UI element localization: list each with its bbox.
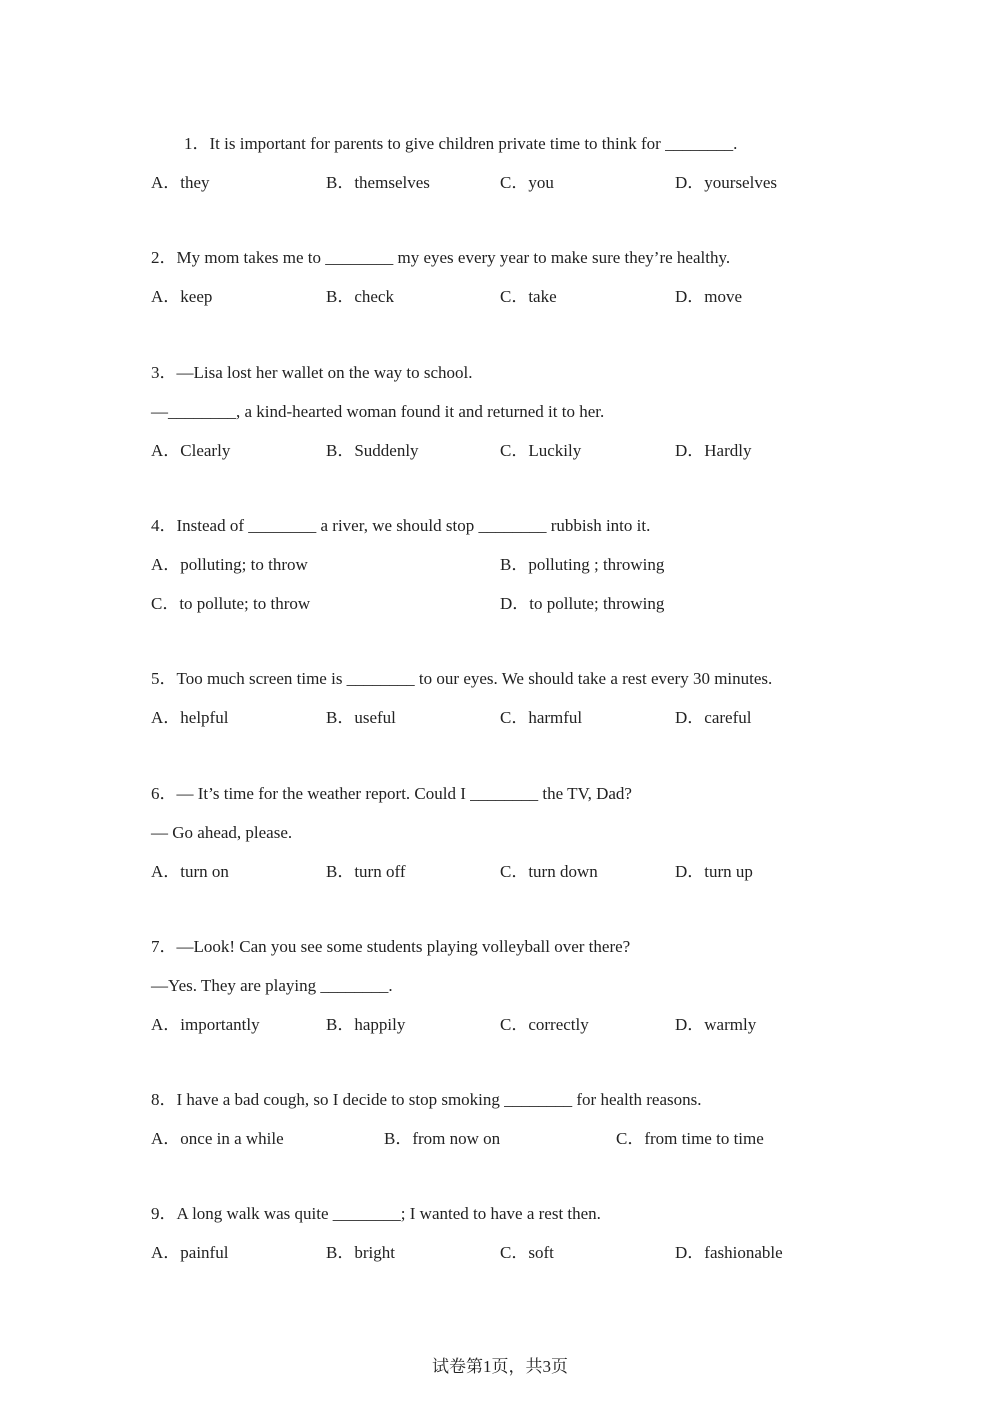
option-b[interactable]: B．turn off xyxy=(326,862,406,881)
option-c[interactable]: C．you xyxy=(500,173,554,192)
question-stem-line-2: — Go ahead, please. xyxy=(151,823,293,842)
question-stem: 9．A long walk was quite ________; I wanted to have a rest then. xyxy=(151,1204,601,1223)
question-stem: 3．—Lisa lost her wallet on the way to school. xyxy=(151,363,473,382)
option-a[interactable]: A．polluting; to throw xyxy=(151,555,308,574)
option-d[interactable]: D．fashionable xyxy=(675,1243,783,1262)
question-stem: 7．—Look! Can you see some students playing volleyball over there? xyxy=(151,937,631,956)
question-stem: 8．I have a bad cough, so I decide to stop smoking ________ for health reasons. xyxy=(151,1090,702,1109)
option-d[interactable]: D．yourselves xyxy=(675,173,777,192)
option-b[interactable]: B．Suddenly xyxy=(326,441,419,460)
option-b[interactable]: B．from now on xyxy=(384,1129,501,1148)
option-c[interactable]: C．harmful xyxy=(500,708,583,727)
option-a[interactable]: A．once in a while xyxy=(151,1129,284,1148)
page-footer: 试卷第1页，共3页 xyxy=(432,1357,568,1376)
question-stem: 5．Too much screen time is ________ to our eyes. We should take a rest every 30 minutes. xyxy=(151,669,773,688)
question-stem: 4．Instead of ________ a river, we should stop ________ rubbish into it. xyxy=(151,516,651,535)
option-a[interactable]: A．keep xyxy=(151,287,213,306)
option-b[interactable]: B．check xyxy=(326,287,394,306)
option-d[interactable]: D．Hardly xyxy=(675,441,752,460)
option-d[interactable]: D．turn up xyxy=(675,862,753,881)
option-c[interactable]: C．Luckily xyxy=(500,441,582,460)
option-b[interactable]: B．bright xyxy=(326,1243,395,1262)
option-a[interactable]: A．Clearly xyxy=(151,441,231,460)
option-c[interactable]: C．take xyxy=(500,287,557,306)
option-b[interactable]: B．happily xyxy=(326,1015,406,1034)
option-b[interactable]: B．useful xyxy=(326,708,396,727)
option-b[interactable]: B．polluting ; throwing xyxy=(500,555,665,574)
option-c[interactable]: C．from time to time xyxy=(616,1129,764,1148)
option-b[interactable]: B．themselves xyxy=(326,173,430,192)
question-stem: 2．My mom takes me to ________ my eyes every year to make sure they’re healthy. xyxy=(151,248,731,267)
question-stem: 6．— It’s time for the weather report. Could I ________ the TV, Dad? xyxy=(151,784,632,803)
question-stem-line-2: —Yes. They are playing ________. xyxy=(151,976,393,995)
option-a[interactable]: A．turn on xyxy=(151,862,229,881)
option-d[interactable]: D．careful xyxy=(675,708,752,727)
option-a[interactable]: A．they xyxy=(151,173,210,192)
question-stem: 1．It is important for parents to give children private time to think for ________. xyxy=(184,134,738,153)
option-c[interactable]: C．correctly xyxy=(500,1015,589,1034)
option-c[interactable]: C．to pollute; to throw xyxy=(151,594,311,613)
option-a[interactable]: A．importantly xyxy=(151,1015,260,1034)
option-a[interactable]: A．helpful xyxy=(151,708,229,727)
option-d[interactable]: D．to pollute; throwing xyxy=(500,594,665,613)
option-c[interactable]: C．turn down xyxy=(500,862,598,881)
option-d[interactable]: D．warmly xyxy=(675,1015,757,1034)
question-stem-line-2: —________, a kind-hearted woman found it and returned it to her. xyxy=(151,402,605,421)
option-d[interactable]: D．move xyxy=(675,287,743,306)
option-c[interactable]: C．soft xyxy=(500,1243,554,1262)
option-a[interactable]: A．painful xyxy=(151,1243,229,1262)
